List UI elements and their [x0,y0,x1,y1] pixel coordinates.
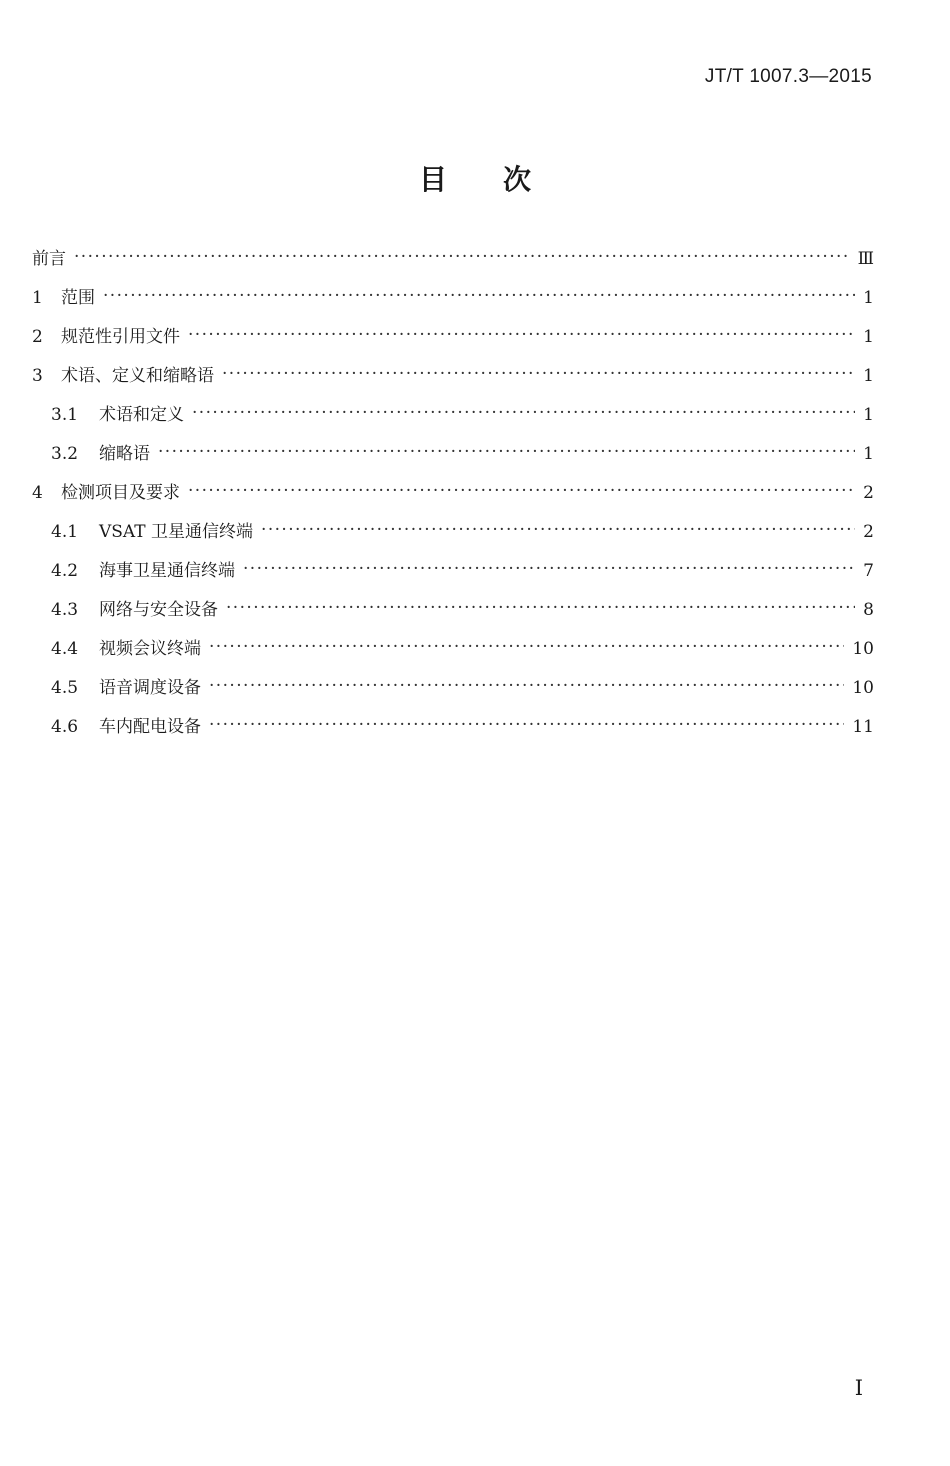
toc-entry-video-conference-terminal[interactable] [32,634,874,673]
toc-page: 10 [852,678,874,698]
toc-number: 4.2 [51,561,79,581]
toc-page: 1 [863,444,874,464]
dot-leader [103,286,855,303]
dot-leader [243,559,855,576]
table-of-contents [32,244,874,751]
toc-entry-scope[interactable] [32,283,874,322]
toc-entry-voice-dispatch-equipment[interactable] [32,673,874,712]
toc-number: 4.5 [51,678,79,698]
toc-label: 语音调度设备 [99,678,201,698]
toc-entry-terms-definitions-abbreviations[interactable] [32,361,874,400]
toc-label: 术语和定义 [99,405,184,425]
dot-leader [261,520,855,537]
toc-label: 检测项目及要求 [61,483,180,503]
toc-entry-vsat-terminal[interactable] [32,517,874,556]
toc-page: 8 [863,600,874,620]
toc-number: 4.1 [51,522,79,542]
toc-number: 3 [32,366,43,386]
toc-number: 3.2 [51,444,79,464]
toc-entry-test-items-requirements[interactable] [32,478,874,517]
toc-page: 11 [852,717,874,737]
dot-leader [222,364,855,381]
toc-label: 缩略语 [99,444,150,464]
toc-entry-maritime-satellite-terminal[interactable] [32,556,874,595]
dot-leader [188,325,855,342]
dot-leader [209,637,844,654]
toc-number: 1 [32,288,43,308]
toc-entry-terms-definitions[interactable] [32,400,874,439]
toc-label: 视频会议终端 [99,639,201,659]
header-standard-code: JT/T 1007.3—2015 [704,66,872,87]
dot-leader [188,481,855,498]
toc-label: 前言 [32,249,66,269]
toc-label: VSAT 卫星通信终端 [99,522,254,542]
toc-entry-foreword[interactable] [32,244,874,283]
toc-label: 规范性引用文件 [61,327,180,347]
toc-page: 1 [863,327,874,347]
toc-number: 4.3 [51,600,79,620]
dot-leader [74,247,850,264]
toc-label: 术语、定义和缩略语 [61,366,214,386]
toc-page: 2 [863,483,874,503]
dot-leader [226,598,855,615]
toc-number: 4.4 [51,639,79,659]
toc-entry-vehicle-power-distribution[interactable] [32,712,874,751]
toc-page: 1 [863,288,874,308]
dot-leader [192,403,855,420]
toc-entry-network-security-equipment[interactable] [32,595,874,634]
toc-page: 2 [863,522,874,542]
toc-number: 4.6 [51,717,79,737]
toc-number: 3.1 [51,405,79,425]
toc-page: 7 [863,561,874,581]
dot-leader [158,442,855,459]
toc-label: 海事卫星通信终端 [99,561,235,581]
toc-number: 2 [32,327,43,347]
toc-page: Ⅲ [857,249,874,269]
dot-leader [209,676,844,693]
toc-label: 车内配电设备 [99,717,201,737]
toc-label: 范围 [61,288,95,308]
dot-leader [209,715,844,732]
footer-page-number: I [854,1376,863,1400]
toc-label: 网络与安全设备 [99,600,218,620]
toc-number: 4 [32,483,43,503]
toc-page: 1 [863,366,874,386]
toc-entry-normative-references[interactable] [32,322,874,361]
toc-page: 1 [863,405,874,425]
page-title: 目 次 [418,163,531,196]
toc-entry-abbreviations[interactable] [32,439,874,478]
toc-page: 10 [852,639,874,659]
